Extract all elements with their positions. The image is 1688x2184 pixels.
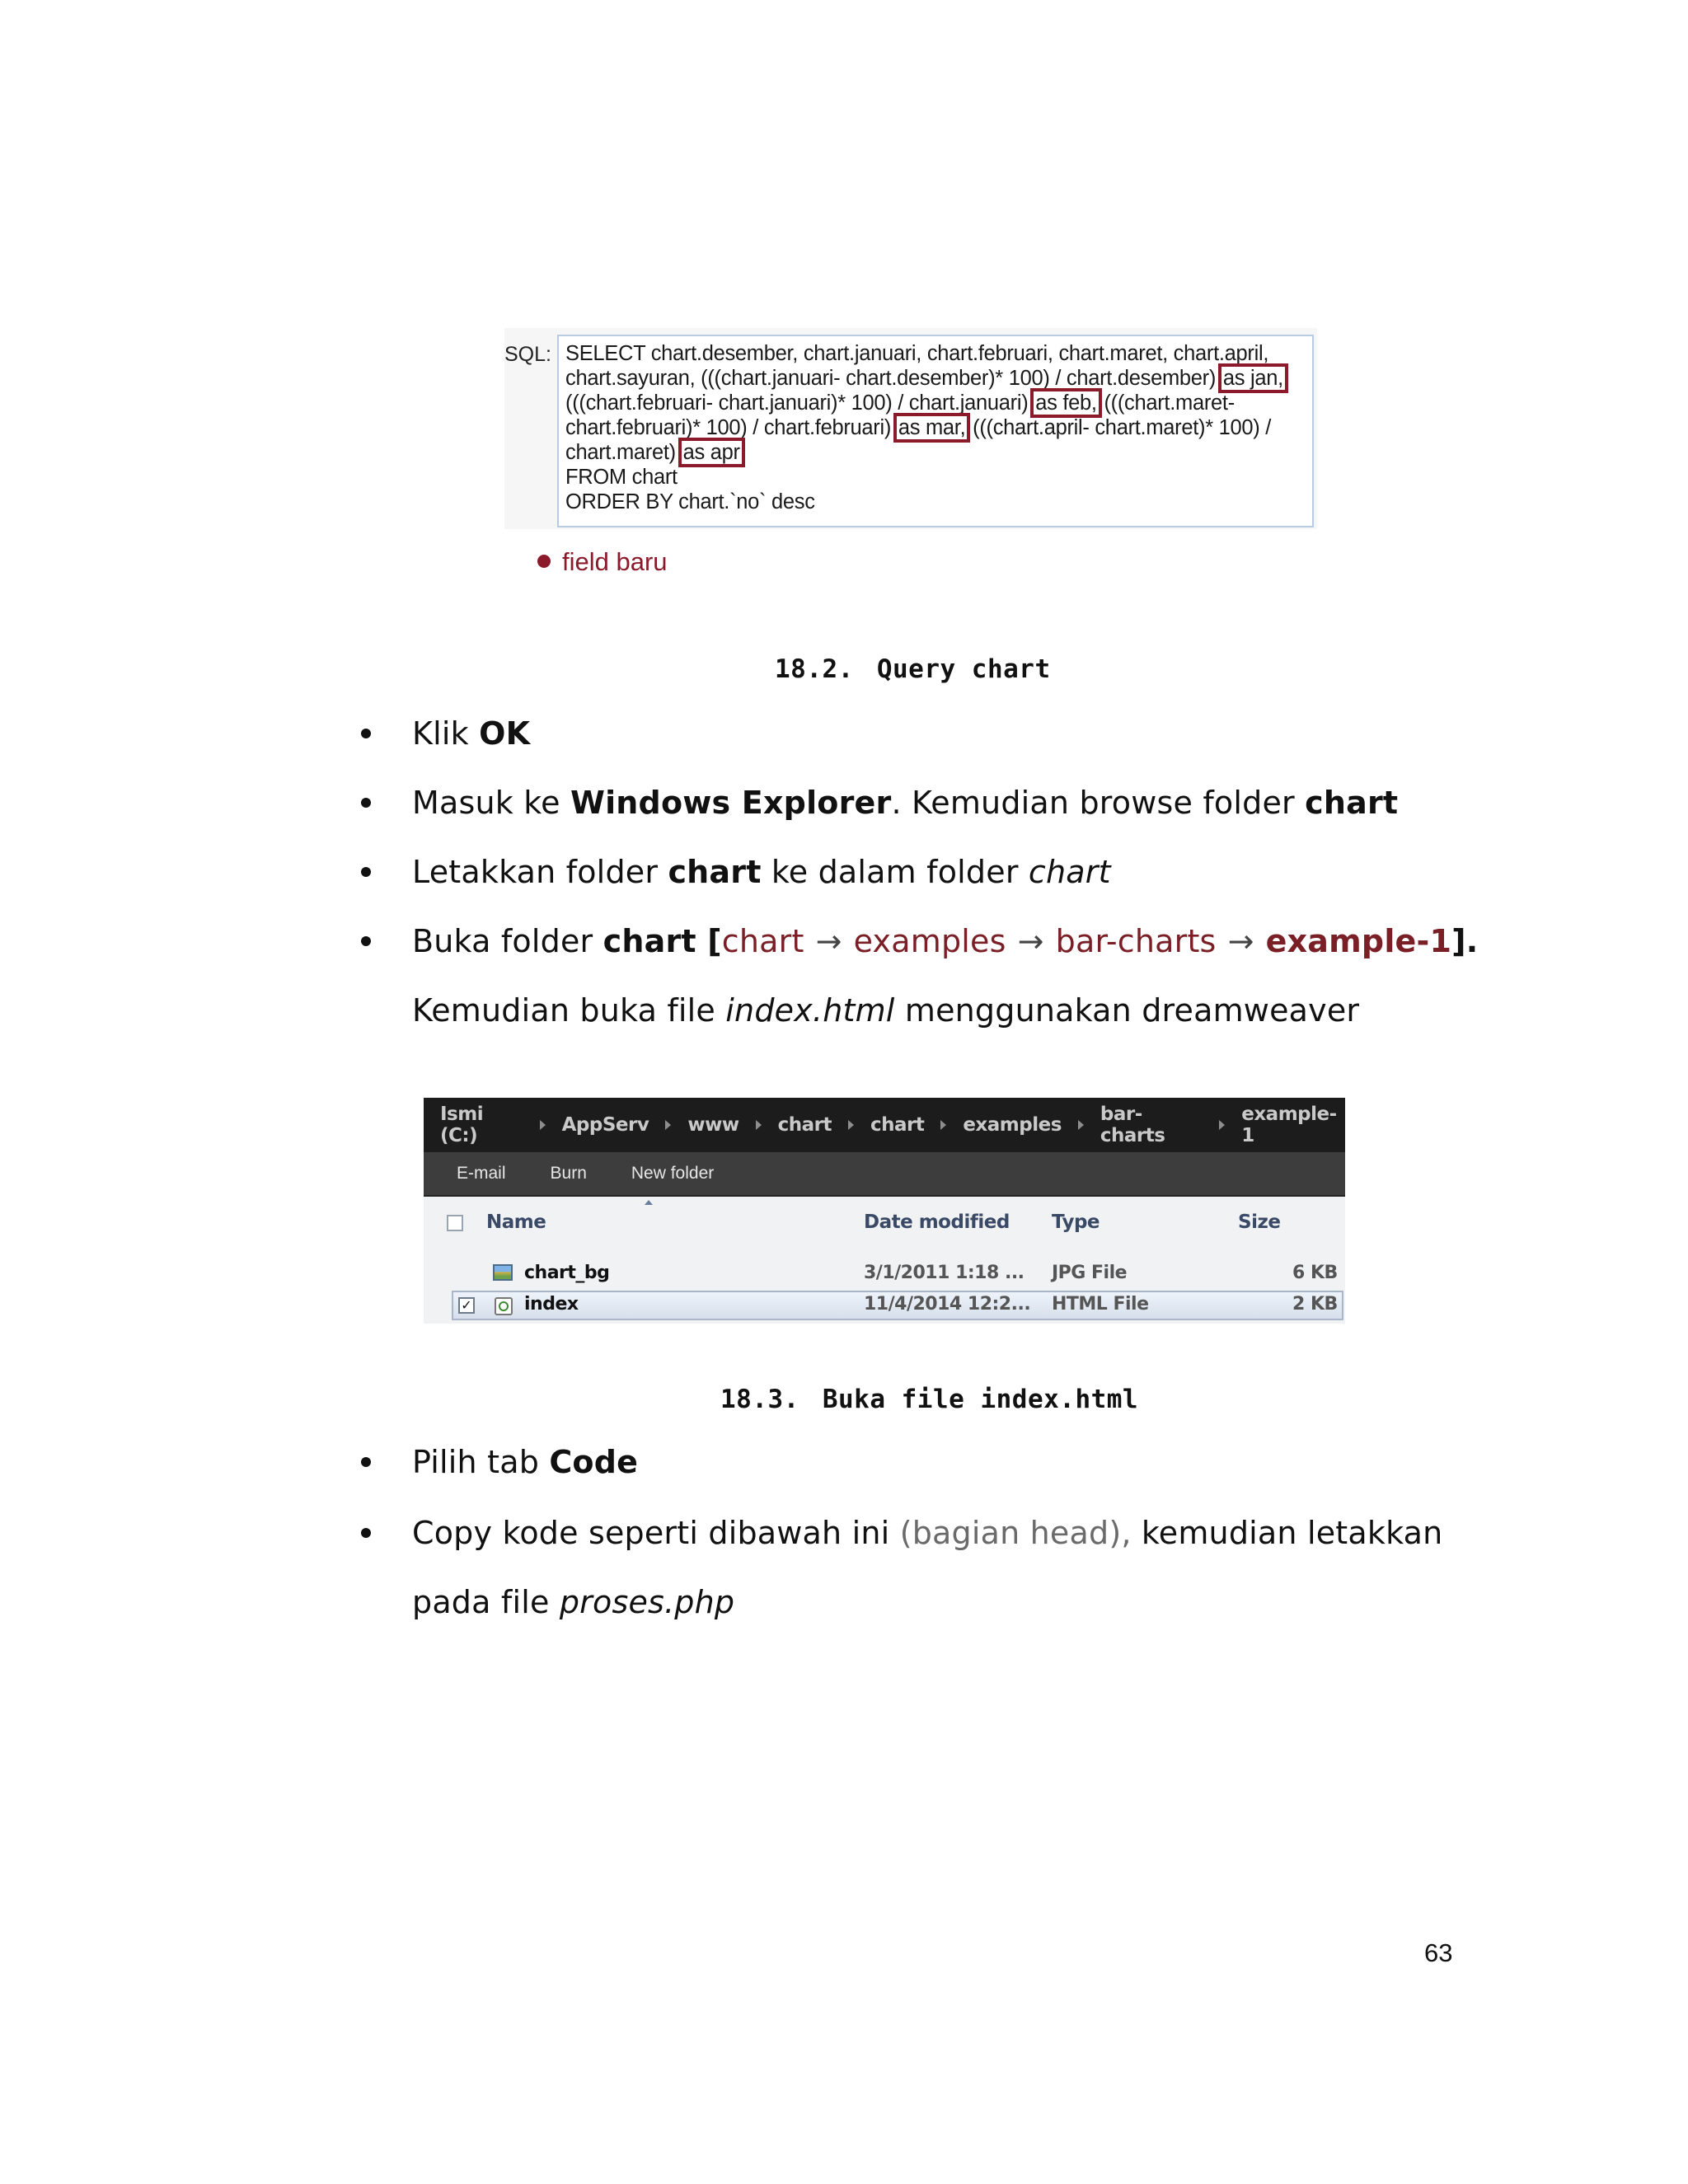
select-all-checkbox[interactable] (447, 1215, 463, 1231)
bullet-buka-folder-continuation: Kemudian buka file index.html menggunakan dreamweaver (412, 992, 1360, 1029)
file-row-index[interactable]: ✓ index 11/4/2014 12:2... HTML File 2 KB (452, 1291, 1343, 1320)
sql-fragment: chart.sayuran, (((chart.januari- chart.desember)* 100) / chart.desember) (565, 367, 1221, 390)
field-baru-note: field baru (537, 547, 668, 577)
bullet-copy-kode: Copy kode seperti dibawah ini (bagian head), kemudian letakkan (412, 1515, 1442, 1551)
sql-line (565, 440, 1306, 465)
bullet-icon (361, 867, 371, 877)
sql-label: SQL: (504, 343, 551, 366)
breadcrumb-chevron-icon[interactable] (1078, 1120, 1084, 1130)
image-file-icon (493, 1264, 513, 1281)
sql-fragment: FROM chart (565, 466, 678, 489)
sql-line (565, 415, 1306, 440)
breadcrumb-item[interactable]: bar-charts (1100, 1104, 1165, 1146)
bullet-buka-folder: Buka folder chart [chart → examples → bar-charts → example-1]. (412, 923, 1478, 959)
highlighted-alias: as jan, (1222, 367, 1283, 390)
bullet-icon (361, 798, 371, 808)
sort-ascending-icon (645, 1200, 653, 1205)
toolbar-button-e-mail[interactable]: E-mail (457, 1164, 506, 1183)
column-header-size[interactable]: Size (1238, 1212, 1281, 1233)
sql-fragment: ORDER BY chart.`no` desc (565, 490, 815, 513)
sql-fragment: (((chart.februari- chart.januari)* 100) / chart.januari) (565, 391, 1034, 415)
sql-text-box (557, 335, 1314, 527)
windows-explorer-window (424, 1098, 1345, 1324)
explorer-toolbar (424, 1152, 1345, 1197)
arrow-right-icon: → (815, 923, 842, 959)
highlighted-alias: as feb, (1035, 391, 1097, 415)
breadcrumb-chevron-icon[interactable] (540, 1120, 546, 1130)
sql-line (565, 490, 1306, 514)
breadcrumb-item[interactable]: chart (777, 1114, 832, 1136)
html-file-icon (495, 1297, 513, 1315)
bullet-icon (361, 729, 371, 738)
column-header-name[interactable]: Name (486, 1212, 546, 1233)
sql-line (565, 366, 1306, 391)
sql-fragment: (((chart.april- chart.maret)* 100) / (967, 416, 1272, 439)
sql-fragment: (((chart.maret- (1098, 391, 1235, 415)
sql-line (565, 341, 1306, 366)
breadcrumb-item[interactable]: example-1 (1241, 1104, 1337, 1146)
bullet-windows-explorer: Masuk ke Windows Explorer. Kemudian browse folder chart (412, 785, 1398, 821)
column-header-date[interactable]: Date modified (864, 1212, 1010, 1233)
highlighted-alias: as mar, (898, 416, 966, 439)
figure-caption-18-2: 18.2. Query chart (775, 654, 1051, 684)
breadcrumb-chevron-icon[interactable] (665, 1120, 671, 1130)
breadcrumb-item[interactable]: chart (870, 1114, 925, 1136)
bullet-letakkan-folder: Letakkan folder chart ke dalam folder chart (412, 854, 1111, 890)
breadcrumb-chevron-icon[interactable] (1219, 1120, 1225, 1130)
breadcrumb-chevron-icon[interactable] (848, 1120, 854, 1130)
file-row-chart-bg[interactable]: chart_bg 3/1/2011 1:18 ... JPG File 6 KB (452, 1259, 1343, 1289)
page-number: 63 (1424, 1938, 1453, 1967)
sql-fragment: SELECT chart.desember, chart.januari, chart.februari, chart.maret, chart.april, (565, 342, 1269, 365)
sql-line (565, 391, 1306, 415)
toolbar-button-new-folder[interactable]: New folder (631, 1164, 715, 1183)
toolbar-button-burn[interactable]: Burn (550, 1164, 587, 1183)
sql-query-panel (504, 328, 1317, 529)
highlighted-alias: as apr (682, 441, 740, 464)
arrow-right-icon: → (1227, 923, 1254, 959)
bullet-copy-kode-continuation: pada file proses.php (412, 1584, 735, 1620)
bullet-dot-icon (537, 555, 551, 568)
sql-fragment: chart.februari)* 100) / chart.februari) (565, 416, 897, 439)
bullet-klik-ok: Klik OK (412, 715, 530, 752)
figure-caption-18-3: 18.3. Buka file index.html (720, 1385, 1139, 1414)
sql-line (565, 465, 1306, 490)
breadcrumb-item[interactable]: www (687, 1114, 739, 1136)
breadcrumb-item[interactable]: Ismi (C:) (440, 1104, 484, 1146)
breadcrumb-item[interactable]: examples (963, 1114, 1062, 1136)
breadcrumb-chevron-icon[interactable] (756, 1120, 762, 1130)
breadcrumb-chevron-icon[interactable] (940, 1120, 946, 1130)
breadcrumb-item[interactable]: AppServ (561, 1114, 649, 1136)
sql-fragment: chart.maret) (565, 441, 682, 464)
bullet-pilih-tab-code: Pilih tab Code (412, 1444, 638, 1480)
column-header-type[interactable]: Type (1052, 1212, 1100, 1233)
row-checkbox[interactable]: ✓ (458, 1297, 475, 1314)
bullet-icon (361, 936, 371, 946)
bullet-icon (361, 1528, 371, 1538)
arrow-right-icon: → (1017, 923, 1044, 959)
bullet-icon (361, 1457, 371, 1467)
address-breadcrumb[interactable] (424, 1098, 1345, 1152)
